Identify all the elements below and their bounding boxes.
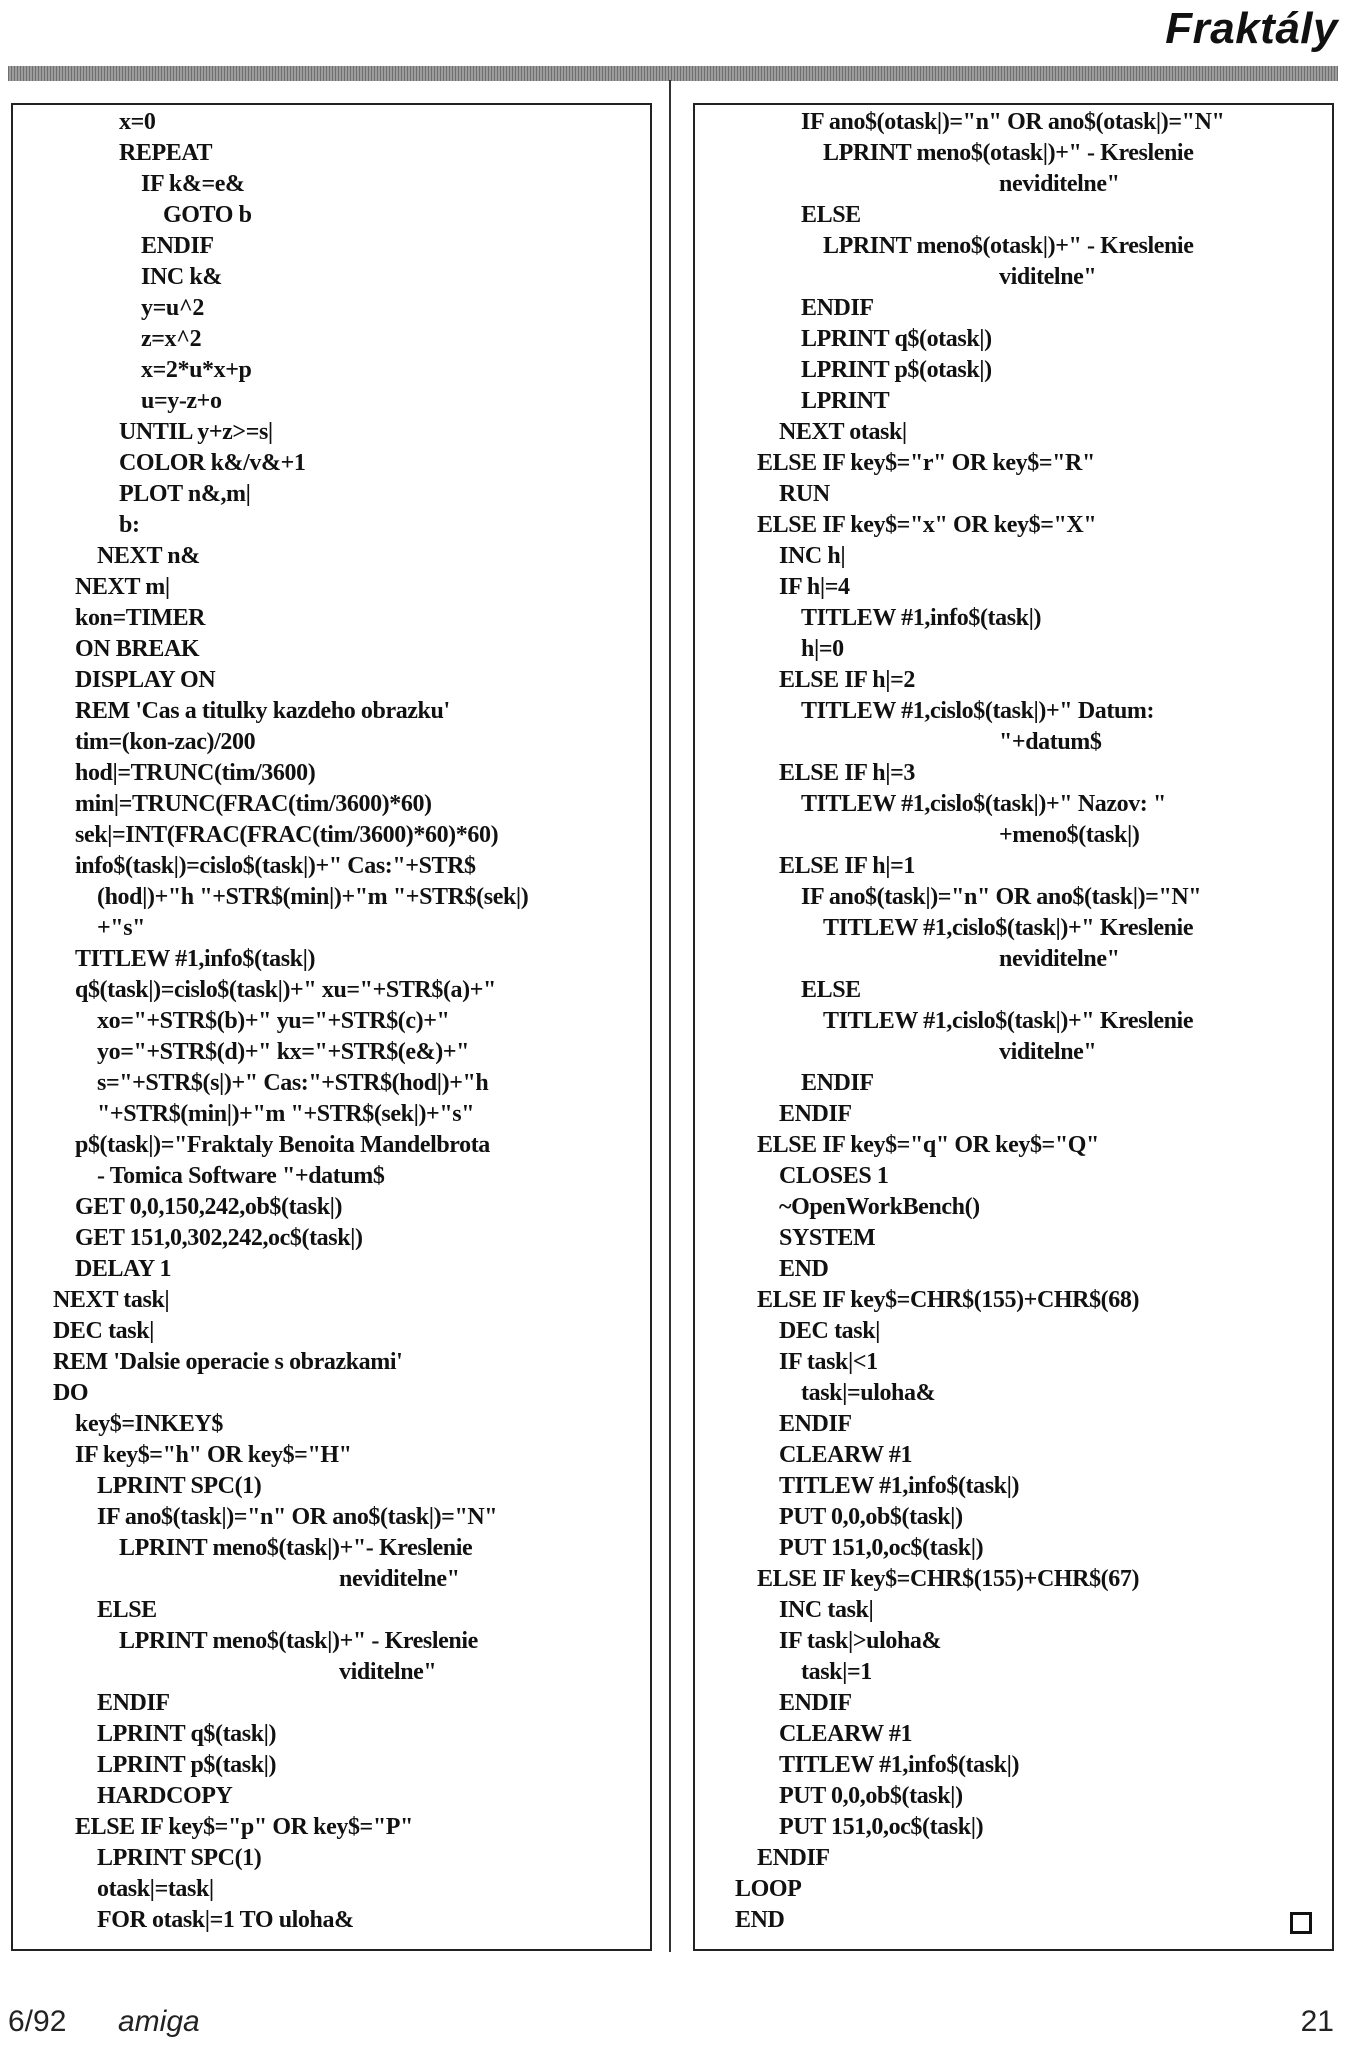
code-line: PUT 151,0,oc$(task|) xyxy=(779,1535,984,1561)
code-line: ELSE xyxy=(97,1597,157,1623)
code-line: IF ano$(otask|)="n" OR ano$(otask|)="N" xyxy=(801,109,1225,135)
code-line: viditelne" xyxy=(999,264,1097,290)
code-line: INC task| xyxy=(779,1597,874,1623)
code-line: NEXT task| xyxy=(53,1287,170,1313)
code-line: LPRINT SPC(1) xyxy=(97,1473,262,1499)
end-of-article-icon xyxy=(1290,1912,1312,1934)
code-line: IF ano$(task|)="n" OR ano$(task|)="N" xyxy=(801,884,1202,910)
code-line: kon=TIMER xyxy=(75,605,206,631)
code-line: s="+STR$(s|)+" Cas:"+STR$(hod|)+"h xyxy=(97,1070,489,1096)
code-line: SYSTEM xyxy=(779,1225,876,1251)
code-line: viditelne" xyxy=(339,1659,437,1685)
code-line: x=2*u*x+p xyxy=(141,357,252,383)
code-line: ELSE xyxy=(801,202,861,228)
code-line: ENDIF xyxy=(141,233,214,259)
code-line: - Tomica Software "+datum$ xyxy=(97,1163,385,1189)
code-line: min|=TRUNC(FRAC(tim/3600)*60) xyxy=(75,791,432,817)
code-line: TITLEW #1,cislo$(task|)+" Kreslenie xyxy=(823,915,1194,941)
code-line: ELSE IF h|=3 xyxy=(779,760,915,786)
code-line: CLEARW #1 xyxy=(779,1442,913,1468)
code-listing-right xyxy=(693,103,1334,1951)
code-line: neviditelne" xyxy=(999,946,1120,972)
code-line: b: xyxy=(119,512,140,538)
code-line: IF h|=4 xyxy=(779,574,850,600)
code-line: TITLEW #1,cislo$(task|)+" Kreslenie xyxy=(823,1008,1194,1034)
code-line: ELSE IF h|=1 xyxy=(779,853,915,879)
code-line: ENDIF xyxy=(757,1845,830,1871)
code-line: ENDIF xyxy=(801,1070,874,1096)
code-line: "+datum$ xyxy=(999,729,1102,755)
code-line: ELSE IF key$=CHR$(155)+CHR$(67) xyxy=(757,1566,1140,1592)
code-lines-left xyxy=(13,107,650,1936)
code-line: DEC task| xyxy=(779,1318,881,1344)
code-line: ELSE IF key$="p" OR key$="P" xyxy=(75,1814,413,1840)
code-line: task|=uloha& xyxy=(801,1380,936,1406)
code-line: LPRINT q$(task|) xyxy=(97,1721,277,1747)
code-line: DEC task| xyxy=(53,1318,155,1344)
code-line: REPEAT xyxy=(119,140,213,166)
code-line: TITLEW #1,info$(task|) xyxy=(801,605,1042,631)
code-line: sek|=INT(FRAC(FRAC(tim/3600)*60)*60) xyxy=(75,822,499,848)
code-line: x=0 xyxy=(119,109,156,135)
code-line: PLOT n&,m| xyxy=(119,481,251,507)
code-line: tim=(kon-zac)/200 xyxy=(75,729,256,755)
code-line: LPRINT meno$(otask|)+" - Kreslenie xyxy=(823,233,1194,259)
code-line: key$=INKEY$ xyxy=(75,1411,223,1437)
code-line: HARDCOPY xyxy=(97,1783,233,1809)
page-title: Fraktály xyxy=(1165,4,1338,53)
code-line: ELSE IF key$="r" OR key$="R" xyxy=(757,450,1095,476)
footer-issue: 6/92 xyxy=(8,2005,67,2038)
code-line: DELAY 1 xyxy=(75,1256,172,1282)
code-line: LPRINT meno$(otask|)+" - Kreslenie xyxy=(823,140,1194,166)
code-line: COLOR k&/v&+1 xyxy=(119,450,306,476)
code-line: neviditelne" xyxy=(999,171,1120,197)
footer-page-number: 21 xyxy=(1300,2005,1334,2038)
code-line: ENDIF xyxy=(97,1690,170,1716)
code-line: neviditelne" xyxy=(339,1566,460,1592)
code-line: ELSE IF key$=CHR$(155)+CHR$(68) xyxy=(757,1287,1140,1313)
code-line: ELSE IF h|=2 xyxy=(779,667,915,693)
code-line: LPRINT xyxy=(801,388,890,414)
code-line: +"s" xyxy=(97,915,146,941)
code-line: "+STR$(min|)+"m "+STR$(sek|)+"s" xyxy=(97,1101,475,1127)
footer-magazine-name: amiga xyxy=(118,2005,200,2038)
code-line: ENDIF xyxy=(779,1411,852,1437)
code-line: IF task|<1 xyxy=(779,1349,878,1375)
code-line: INC h| xyxy=(779,543,846,569)
column-divider xyxy=(669,80,671,1952)
code-line: TITLEW #1,info$(task|) xyxy=(779,1752,1020,1778)
code-line: END xyxy=(735,1907,785,1933)
code-line: LPRINT q$(otask|) xyxy=(801,326,992,352)
code-line: FOR otask|=1 TO uloha& xyxy=(97,1907,354,1933)
code-line: TITLEW #1,cislo$(task|)+" Nazov: " xyxy=(801,791,1166,817)
code-line: DISPLAY ON xyxy=(75,667,216,693)
code-line: LPRINT SPC(1) xyxy=(97,1845,262,1871)
code-line: DO xyxy=(53,1380,89,1406)
code-line: REM 'Dalsie operacie s obrazkami' xyxy=(53,1349,403,1375)
code-line: IF ano$(task|)="n" OR ano$(task|)="N" xyxy=(97,1504,498,1530)
code-line: IF key$="h" OR key$="H" xyxy=(75,1442,352,1468)
code-line: ELSE IF key$="q" OR key$="Q" xyxy=(757,1132,1099,1158)
code-line: RUN xyxy=(779,481,830,507)
code-lines-right xyxy=(695,107,1332,1936)
code-line: PUT 151,0,oc$(task|) xyxy=(779,1814,984,1840)
code-line: NEXT m| xyxy=(75,574,170,600)
code-line: NEXT otask| xyxy=(779,419,907,445)
code-line: PUT 0,0,ob$(task|) xyxy=(779,1783,963,1809)
code-line: p$(task|)="Fraktaly Benoita Mandelbrota xyxy=(75,1132,490,1158)
code-line: ~OpenWorkBench() xyxy=(779,1194,980,1220)
code-line: IF task|>uloha& xyxy=(779,1628,942,1654)
code-line: LPRINT p$(otask|) xyxy=(801,357,992,383)
code-line: ELSE IF key$="x" OR key$="X" xyxy=(757,512,1097,538)
code-line: TITLEW #1,cislo$(task|)+" Datum: xyxy=(801,698,1155,724)
code-line: LPRINT meno$(task|)+"- Kreslenie xyxy=(119,1535,473,1561)
code-line: info$(task|)=cislo$(task|)+" Cas:"+STR$ xyxy=(75,853,476,879)
code-line: LPRINT p$(task|) xyxy=(97,1752,277,1778)
code-line: TITLEW #1,info$(task|) xyxy=(779,1473,1020,1499)
code-line: z=x^2 xyxy=(141,326,202,352)
code-line: h|=0 xyxy=(801,636,844,662)
code-line: task|=1 xyxy=(801,1659,872,1685)
code-line: REM 'Cas a titulky kazdeho obrazku' xyxy=(75,698,450,724)
code-line: yo="+STR$(d)+" kx="+STR$(e&)+" xyxy=(97,1039,470,1065)
code-line: ELSE xyxy=(801,977,861,1003)
code-line: ENDIF xyxy=(801,295,874,321)
code-line: IF k&=e& xyxy=(141,171,245,197)
code-line: PUT 0,0,ob$(task|) xyxy=(779,1504,963,1530)
code-listing-left xyxy=(11,103,652,1951)
code-line: (hod|)+"h "+STR$(min|)+"m "+STR$(sek|) xyxy=(97,884,529,910)
code-line: hod|=TRUNC(tim/3600) xyxy=(75,760,316,786)
code-line: otask|=task| xyxy=(97,1876,214,1902)
code-line: u=y-z+o xyxy=(141,388,222,414)
code-line: ON BREAK xyxy=(75,636,200,662)
code-line: CLEARW #1 xyxy=(779,1721,913,1747)
code-line: GOTO b xyxy=(163,202,252,228)
code-line: q$(task|)=cislo$(task|)+" xu="+STR$(a)+" xyxy=(75,977,496,1003)
code-line: UNTIL y+z>=s| xyxy=(119,419,273,445)
code-line: xo="+STR$(b)+" yu="+STR$(c)+" xyxy=(97,1008,450,1034)
code-line: NEXT n& xyxy=(97,543,200,569)
code-line: y=u^2 xyxy=(141,295,204,321)
code-line: +meno$(task|) xyxy=(999,822,1140,848)
code-line: LPRINT meno$(task|)+" - Kreslenie xyxy=(119,1628,478,1654)
code-line: viditelne" xyxy=(999,1039,1097,1065)
code-line: ENDIF xyxy=(779,1690,852,1716)
code-line: GET 151,0,302,242,oc$(task|) xyxy=(75,1225,363,1251)
code-line: ENDIF xyxy=(779,1101,852,1127)
code-line: LOOP xyxy=(735,1876,802,1902)
header-rule xyxy=(8,66,1338,81)
code-line: INC k& xyxy=(141,264,222,290)
code-line: TITLEW #1,info$(task|) xyxy=(75,946,316,972)
code-line: GET 0,0,150,242,ob$(task|) xyxy=(75,1194,343,1220)
code-line: CLOSES 1 xyxy=(779,1163,889,1189)
code-line: END xyxy=(779,1256,829,1282)
